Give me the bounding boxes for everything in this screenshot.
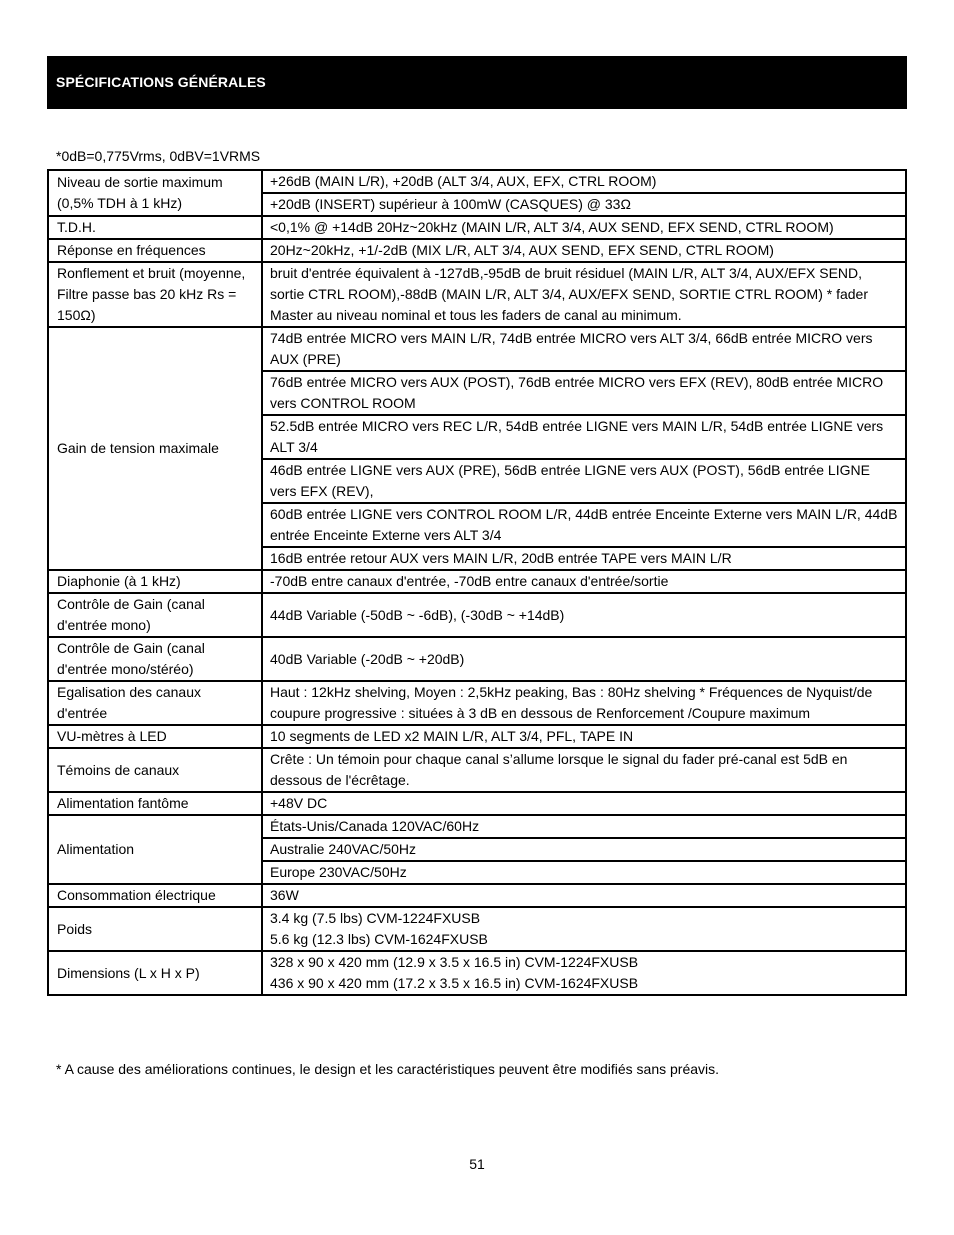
spec-value: +26dB (MAIN L/R), +20dB (ALT 3/4, AUX, EFX, CTRL ROOM) <box>262 170 906 193</box>
spec-value <box>262 570 906 593</box>
spec-value-line: 20Hz~20kHz, +1/-2dB (MIX L/R, ALT 3/4, AUX SEND, EFX SEND, CTRL ROOM) <box>270 242 774 258</box>
spec-value-line: 436 x 90 x 420 mm (17.2 x 3.5 x 16.5 in) CVM-1624FXUSB <box>270 975 639 991</box>
spec-label: Alimentation fantôme <box>48 792 262 815</box>
spec-value <box>262 216 906 239</box>
spec-value: 46dB entrée LIGNE vers AUX (PRE), 56dB entrée LIGNE vers AUX (POST), 56dB entrée LIGNE vers EFX (REV), <box>262 459 906 503</box>
spec-value: 76dB entrée MICRO vers AUX (POST), 76dB entrée MICRO vers EFX (REV), 80dB entrée MICRO vers CONTROL ROOM <box>262 371 906 415</box>
spec-label: Gain de tension maximale <box>48 327 262 570</box>
spec-label: Diaphonie (à 1 kHz) <box>48 570 262 593</box>
spec-value <box>262 951 906 995</box>
spec-value: 74dB entrée MICRO vers MAIN L/R, 74dB entrée MICRO vers ALT 3/4, 66dB entrée MICRO vers AUX (PRE) <box>262 327 906 371</box>
spec-label: Niveau de sortie maximum (0,5% TDH à 1 kHz) <box>48 170 262 216</box>
spec-value-line: Crête : Un témoin pour chaque canal s’allume lorsque le signal du fader pré-canal est 5dB en dessous de l'écrêtage. <box>270 751 848 788</box>
spec-row <box>48 637 906 681</box>
spec-row <box>48 725 906 748</box>
spec-value-line: 328 x 90 x 420 mm (12.9 x 3.5 x 16.5 in) CVM-1224FXUSB <box>270 954 639 970</box>
spec-row <box>48 907 906 951</box>
spec-value <box>262 262 906 327</box>
spec-row <box>48 951 906 995</box>
spec-row <box>48 593 906 637</box>
spec-row <box>48 170 906 193</box>
spec-value: Australie 240VAC/50Hz <box>262 838 906 861</box>
spec-value-line: -70dB entre canaux d'entrée, -70dB entre canaux d'entrée/sortie <box>270 573 669 589</box>
spec-value <box>262 907 906 951</box>
spec-label: Dimensions (L x H x P) <box>48 951 262 995</box>
spec-value-line: 3.4 kg (7.5 lbs) CVM-1224FXUSB <box>270 910 481 926</box>
spec-value: +20dB (INSERT) supérieur à 100mW (CASQUES) @ 33Ω <box>262 193 906 216</box>
spec-label: Contrôle de Gain (canal d'entrée mono) <box>48 593 262 637</box>
spec-value <box>262 792 906 815</box>
section-header <box>47 56 907 109</box>
spec-label: Poids <box>48 907 262 951</box>
spec-row <box>48 681 906 725</box>
spec-label: Témoins de canaux <box>48 748 262 792</box>
spec-label: T.D.H. <box>48 216 262 239</box>
spec-value <box>262 681 906 725</box>
spec-value <box>262 884 906 907</box>
spec-row <box>48 748 906 792</box>
spec-value-line: 44dB Variable (-50dB ~ -6dB), (-30dB ~ +14dB) <box>270 606 565 623</box>
spec-value: 52.5dB entrée MICRO vers REC L/R, 54dB entrée LIGNE vers MAIN L/R, 54dB entrée LIGNE vers ALT 3/4 <box>262 415 906 459</box>
spec-row <box>48 216 906 239</box>
spec-label: Ronflement et bruit (moyenne, Filtre passe bas 20 kHz Rs = 150Ω) <box>48 262 262 327</box>
spec-value: 60dB entrée LIGNE vers CONTROL ROOM L/R, 44dB entrée Enceinte Externe vers MAIN L/R, 44dB entrée Enceinte Externe vers ALT 3/4 <box>262 503 906 547</box>
spec-value-line: 5.6 kg (12.3 lbs) CVM-1624FXUSB <box>270 931 488 947</box>
page-number: 51 <box>469 1156 485 1172</box>
spec-row <box>48 570 906 593</box>
specifications-table <box>47 169 907 996</box>
spec-value-line: 36W <box>270 887 299 903</box>
spec-value <box>262 637 906 681</box>
spec-label: Consommation électrique <box>48 884 262 907</box>
reference-note: *0dB=0,775Vrms, 0dBV=1VRMS <box>56 148 261 164</box>
spec-row <box>48 815 906 838</box>
spec-value-line: 40dB Variable (-20dB ~ +20dB) <box>270 650 465 667</box>
spec-value <box>262 748 906 792</box>
spec-value-line: <0,1% @ +14dB 20Hz~20kHz (MAIN L/R, ALT 3/4, AUX SEND, EFX SEND, CTRL ROOM) <box>270 219 834 235</box>
spec-value: 16dB entrée retour AUX vers MAIN L/R, 20dB entrée TAPE vers MAIN L/R <box>262 547 906 570</box>
spec-label: Contrôle de Gain (canal d'entrée mono/stéréo) <box>48 637 262 681</box>
spec-label: Réponse en fréquences <box>48 239 262 262</box>
spec-row <box>48 327 906 371</box>
spec-value <box>262 725 906 748</box>
spec-value: Europe 230VAC/50Hz <box>262 861 906 884</box>
spec-value-line: Haut : 12kHz shelving, Moyen : 2,5kHz peaking, Bas : 80Hz shelving * Fréquences de Nyquist/de coupure progressive : situées à 3 dB en dessous de Renforcement /Coupure maximum <box>270 684 873 721</box>
spec-value-line: bruit d'entrée équivalent à -127dB,-95dB de bruit résiduel (MAIN L/R, ALT 3/4, AUX/EFX SEND, sortie CTRL ROOM),-88dB (MAIN L/R, ALT 3/4, AUX/EFX SEND, SORTIE CTRL ROOM) * fader Master au niveau nominal et tous les faders de canal au minimum. <box>270 265 868 323</box>
spec-value-line: +48V DC <box>270 795 328 811</box>
spec-label: Alimentation <box>48 815 262 884</box>
spec-row <box>48 792 906 815</box>
spec-value: États-Unis/Canada 120VAC/60Hz <box>262 815 906 838</box>
spec-value <box>262 593 906 637</box>
footnote: * A cause des améliorations continues, le design et les caractéristiques peuvent être modifiés sans préavis. <box>56 1061 720 1077</box>
spec-row <box>48 262 906 327</box>
spec-value-line: 10 segments de LED x2 MAIN L/R, ALT 3/4, PFL, TAPE IN <box>270 728 634 744</box>
spec-row <box>48 239 906 262</box>
spec-row <box>48 884 906 907</box>
spec-label: VU-mètres à LED <box>48 725 262 748</box>
spec-value <box>262 239 906 262</box>
section-title: SPÉCIFICATIONS GÉNÉRALES <box>56 74 266 90</box>
spec-label: Egalisation des canaux d'entrée <box>48 681 262 725</box>
